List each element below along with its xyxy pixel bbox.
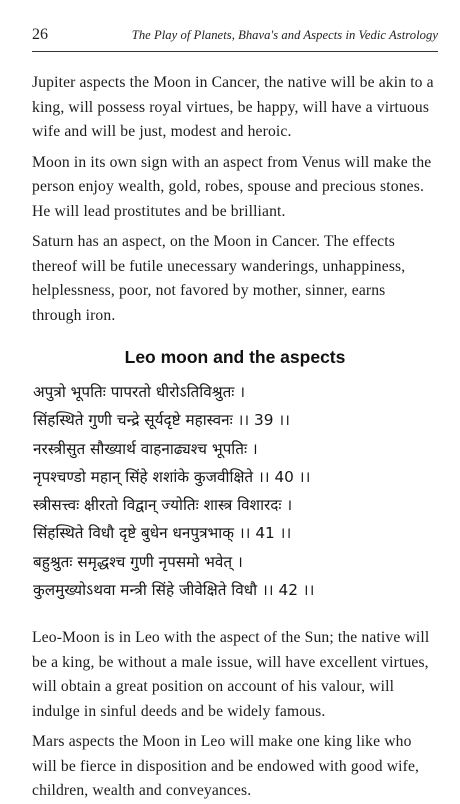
paragraph-venus-aspect: Moon in its own sign with an aspect from Venus will make the person enjoy wealth, gold, robes, spouse and precious stones. He will lead prostitutes and be brilliant. [32,153,432,220]
paragraph-jupiter-aspect: Jupiter aspects the Moon in Cancer, the native will be akin to a king, will possess royal virtues, be happy, will have a virtuous wife and will be just, modest and heroic. [32,74,434,140]
paragraph-mars-aspect: Mars aspects the Moon in Leo will make one king like who will be fierce in disposition and be endowed with good wife, children, wealth and conveyances. [32,733,420,800]
verse-line: सिंहस्थिते गुणी चन्द्रे सूर्यदृष्टे महास्वनः ।। 39 ।। [33,411,290,430]
paragraph-saturn-aspect: Saturn has an aspect, on the Moon in Cancer. The effects thereof will be futile unecessary wanderings, unhappiness, helplessness, poor, not favored by mother, sinner, earns through iron. [32,233,406,324]
section-heading: Leo moon and the aspects [124,347,346,367]
verse-line: बहुश्रुतः समृद्धश्च गुणी नृपसमो भवेत् । [33,552,243,571]
verse-line: सिंहस्थिते विधौ दृष्टे बुधेन धनपुत्रभाक् ।। 41 ।। [33,524,292,543]
sanskrit-verses [32,378,438,604]
running-title: The Play of Planets, Bhava's and Aspects in Vedic Astrology [131,28,438,42]
verse-line: कुलमुख्योऽथवा मन्त्री सिंहे जीवेक्षिते विधौ ।। 42 ।। [33,581,315,600]
page-number: 26 [32,26,48,43]
verse-line: अपुत्रो भूपतिः पापरतो धीरोऽतिविश्रुतः । [33,383,246,401]
paragraph-leo-sun-aspect: Leo-Moon is in Leo with the aspect of the Sun; the native will be a king, be without a male issue, will have excellent virtues, will obtain a great position on account of his valour, will indulge in sinful deeds and be widely famous. [32,629,430,720]
running-header [32,26,438,52]
verse-line: स्त्रीसत्त्वः क्षीरतो विद्वान् ज्योतिः शास्त्र विशारदः । [33,496,293,515]
verse-line: नरस्त्रीसुत सौख्यार्थ वाहनाढ्यश्च भूपतिः । [33,439,258,458]
verse-line: नृपश्चण्डो महान् सिंहे शशांके कुजवीक्षिते ।। 40 ।। [33,467,311,486]
